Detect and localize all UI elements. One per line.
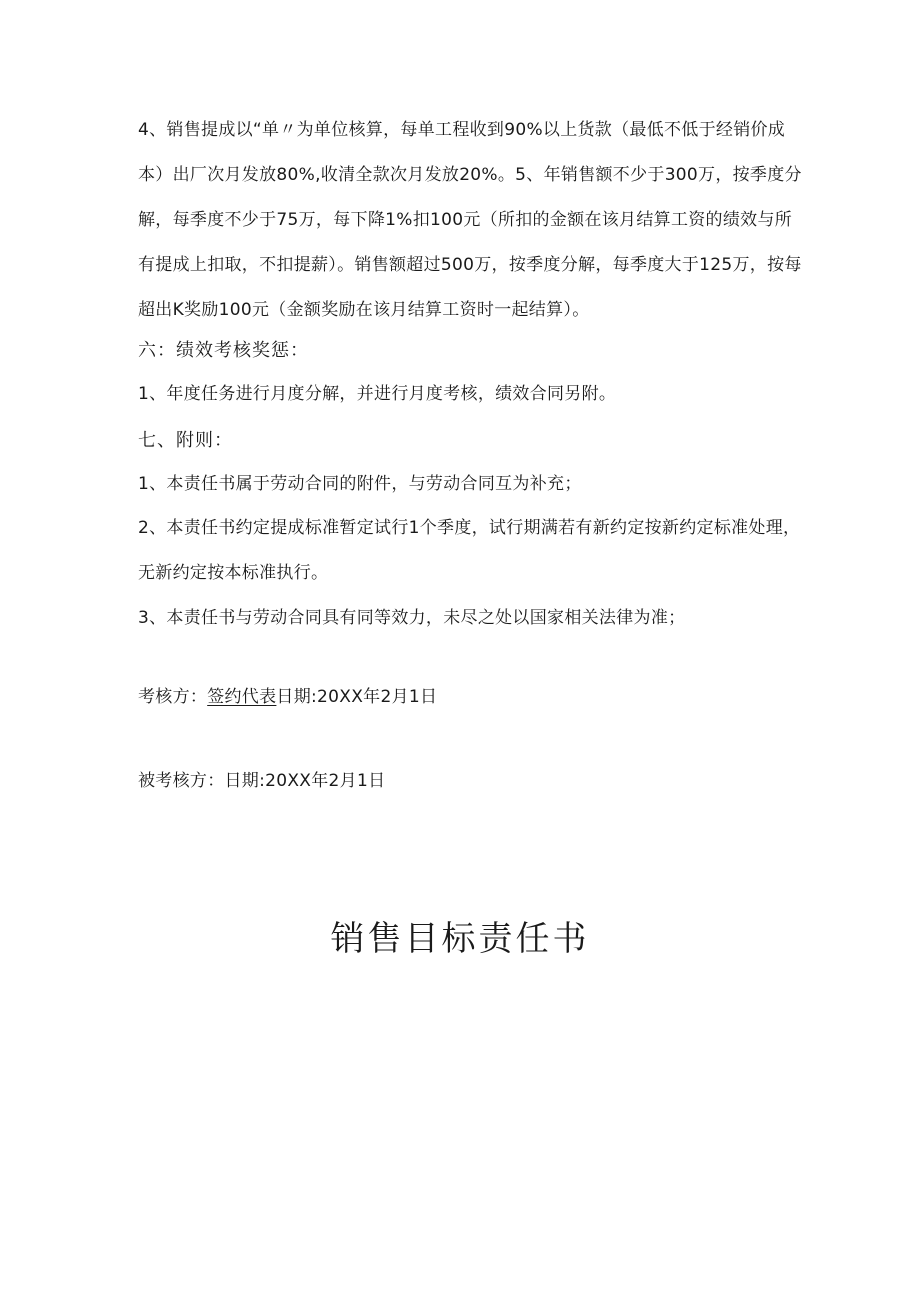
- section-seven-heading: 七、附则：: [138, 430, 233, 451]
- section-six-heading: 六：绩效考核奖惩：: [138, 340, 309, 361]
- paragraph-sales-commission: 4、销售提成以“单〃为单位核算，每单工程收到90%以上货款（最低不低于经销价成本）出厂次月发放80%,收清全款次月发放20%。5、年销售额不少于300万，按季度分解，每季度不少于75万，每下降1%扣100元（所扣的金额在该月结算工资的绩效与所有提成上扣取，不扣提薪）。销售额超过500万，按季度分解，每季度大于125万，按每超出K奖励100元（金额奖励在该月结算工资时一起结算）。: [138, 120, 802, 320]
- section-seven-item-2: 2、本责任书约定提成标准暂定试行1个季度，试行期满若有新约定按新约定标准处理，无新约定按本标准执行。: [138, 518, 801, 583]
- document-title: 销售目标责任书: [330, 919, 590, 959]
- section-seven-item-3: 3、本责任书与劳动合同具有同等效力，未尽之处以国家相关法律为准；: [138, 608, 686, 628]
- section-seven-item-1: 1、本责任书属于劳动合同的附件，与劳动合同互为补充；: [138, 474, 582, 494]
- section-six-item-1: 1、年度任务进行月度分解，并进行月度考核，绩效合同另附。: [138, 384, 617, 404]
- assessor-signature-line: [138, 682, 437, 712]
- assessee-signature-line: [138, 766, 385, 796]
- assessor-representative: 签约代表: [207, 687, 277, 707]
- assessor-date: 日期:20XX年2月1日: [276, 687, 438, 707]
- assessee-label: 被考核方：: [138, 771, 225, 791]
- assessor-label: 考核方：: [138, 687, 208, 707]
- assessee-date: 日期:20XX年2月1日: [224, 771, 386, 791]
